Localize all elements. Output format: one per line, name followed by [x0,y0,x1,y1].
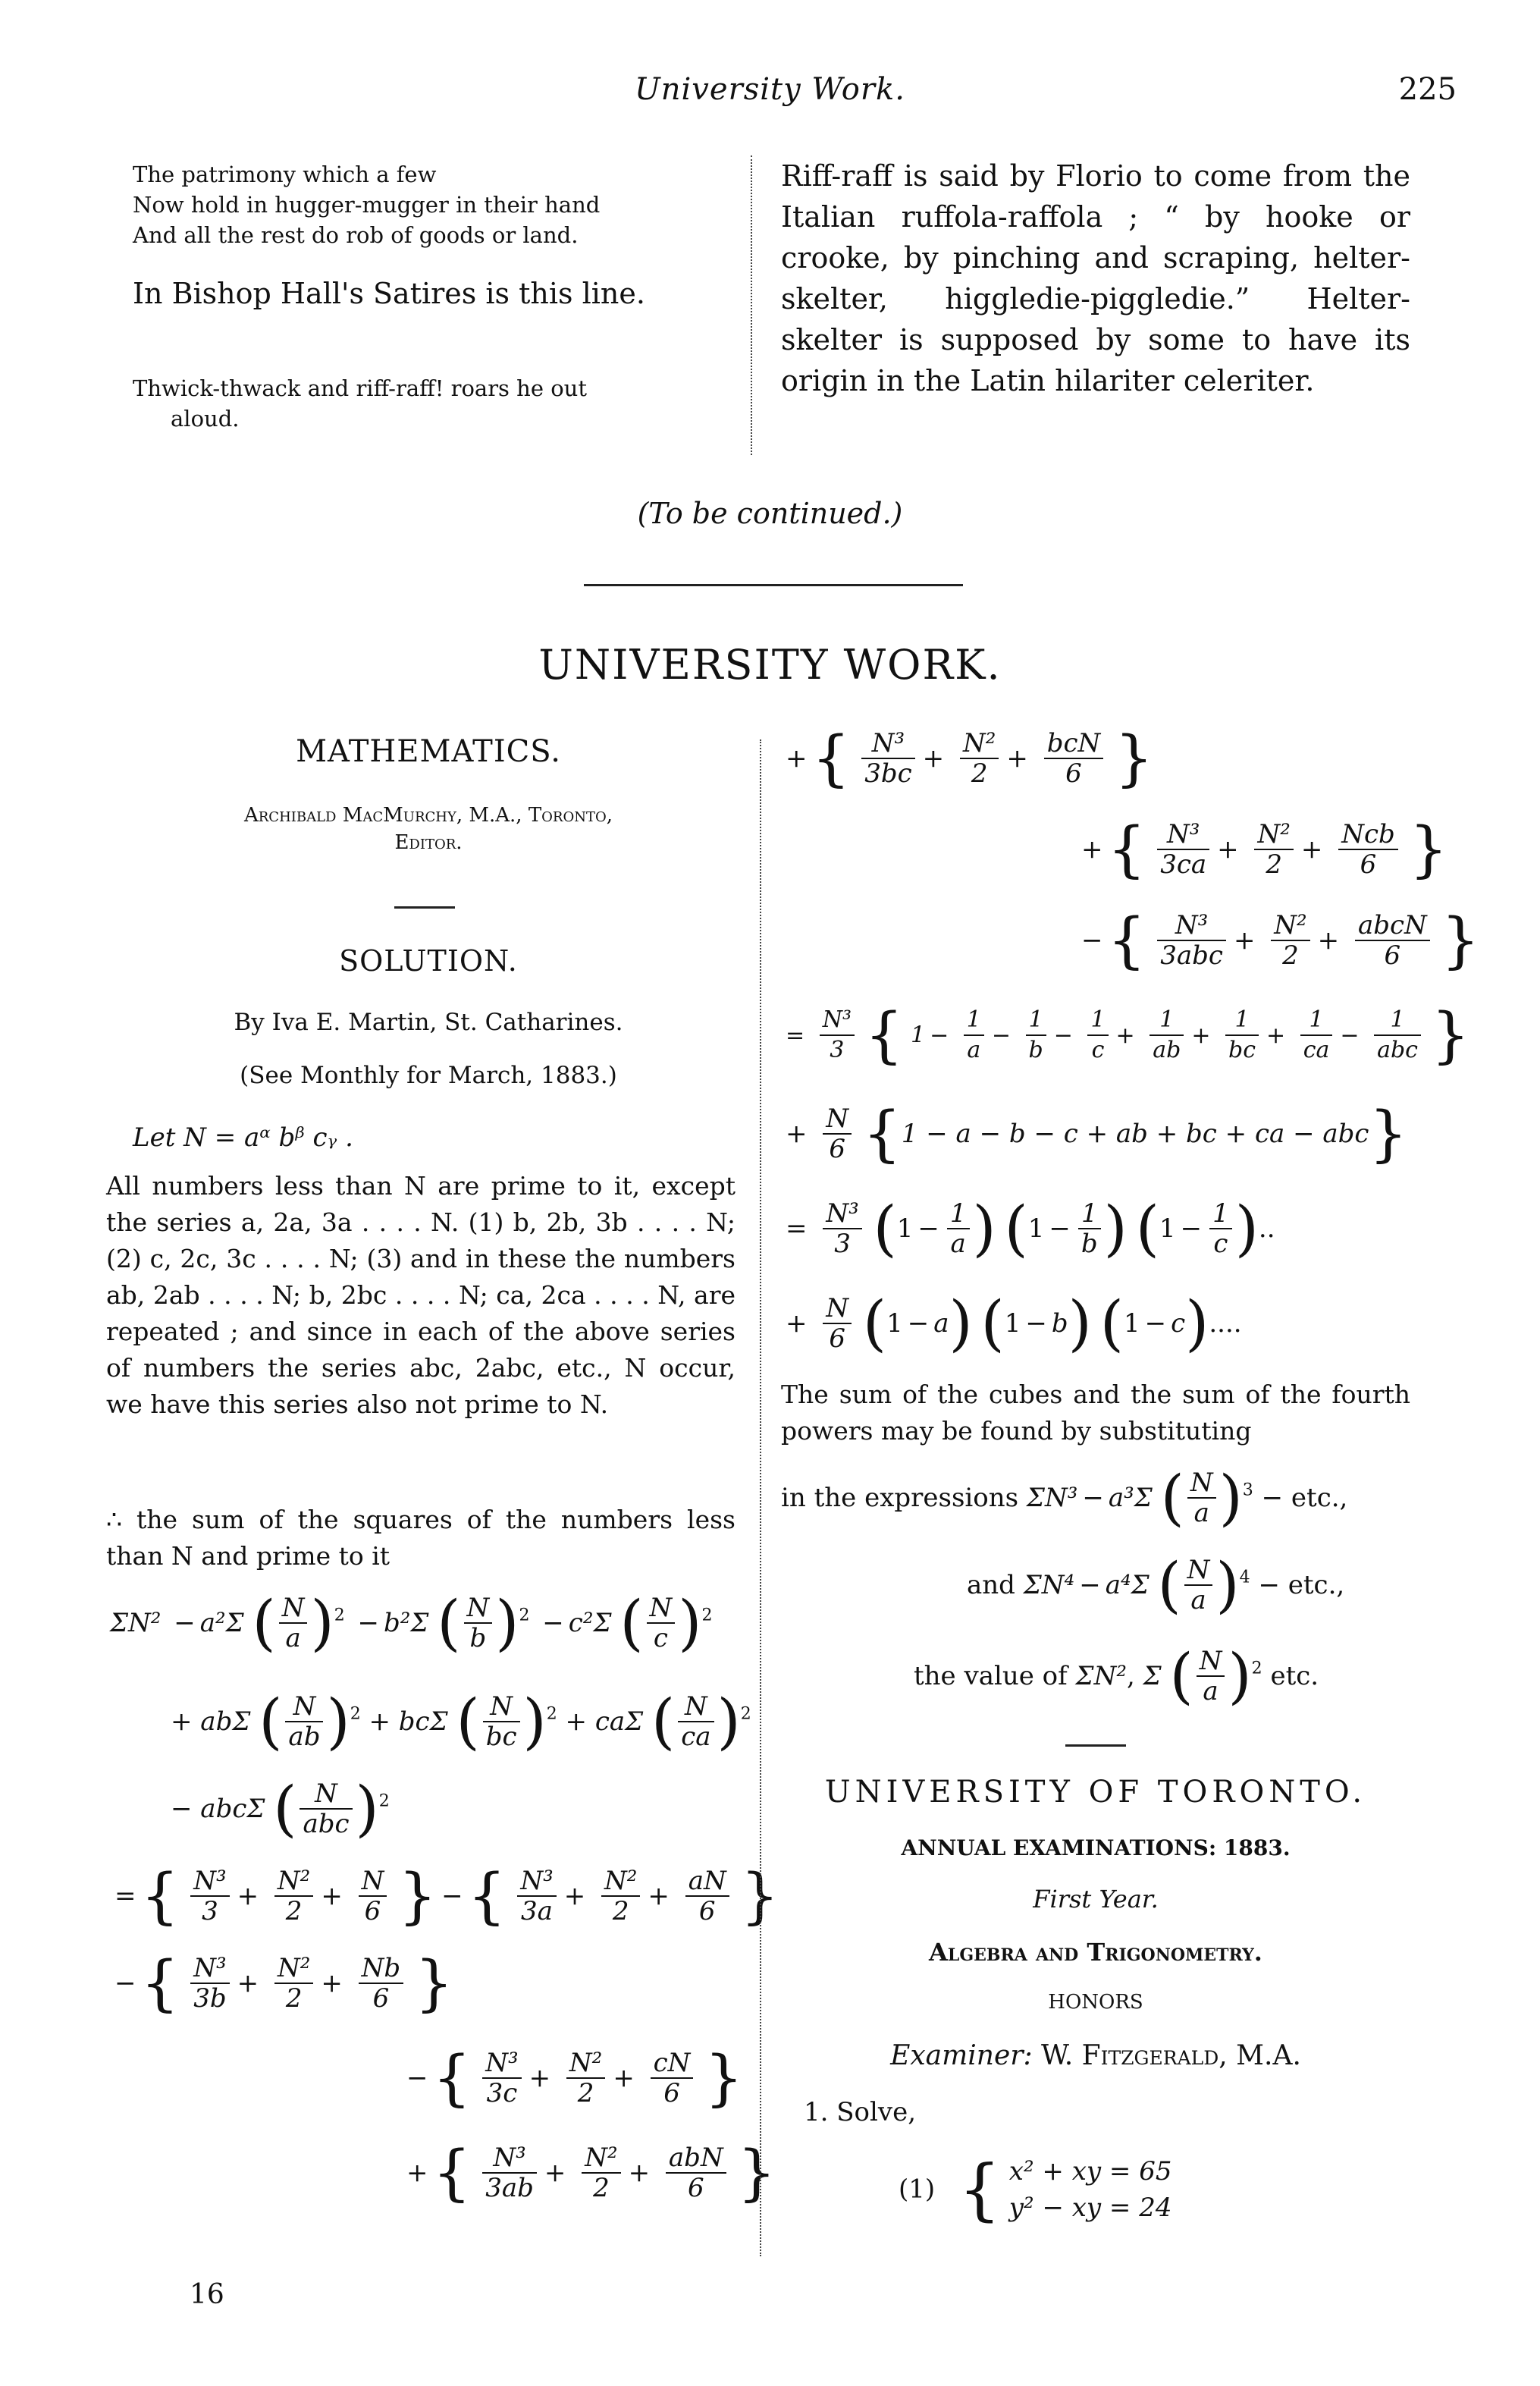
term: b² [384,1608,411,1638]
to-be-continued: (To be continued.) [637,497,903,530]
equation: y² − xy = 24 [1008,2192,1172,2223]
sigma-symbol: Σ [625,1706,644,1737]
label: the value of [914,1661,1068,1691]
sigma-symbol: Σ [232,1706,251,1737]
fraction: $\frac{N}{a}$ [1187,1468,1216,1527]
poem-line: Now hold in hugger-mugger in their hand [133,192,601,218]
fraction: $\frac{\text{N³}}{3ab}$ [482,2143,537,2202]
poem-quote [133,373,739,434]
fraction: $\frac{\text{N³}}{3b}$ [190,1954,229,2013]
term: 1 [910,1022,926,1049]
system-of-equations: (1) { x² + xy = 65 y² − xy = 24 [899,2150,1172,2228]
toronto-title: UNIVERSITY OF TORONTO. [824,1775,1367,1810]
term: a² [199,1608,226,1638]
question-1: 1. Solve, [804,2097,917,2127]
fraction: $\frac{1}{c}$ [1209,1199,1232,1258]
fraction: $\frac{1}{b}$ [1026,1006,1046,1065]
quote-line: Thwick-thwack and riff-raff! roars he out [133,375,588,401]
equation-sigma-3: − abcΣ ( $\frac{N}{\text{abc}}$ )$^2$ [171,1773,390,1844]
fraction: $\frac{\text{N²}}{2}$ [1254,820,1293,879]
section-title: UNIVERSITY WORK. [538,641,1002,689]
fraction: $\frac{N}{b}$ [464,1593,493,1653]
equation-right-4: = $\frac{\text{N³}}{3}$ { 1 − $\frac{1}{a}$ − $\frac{1}{b}$ − $\frac{1}{c}$ + $\frac{1}{ab}$ + $\frac{1}{bc}$ + $\frac{1}{ca}$ − $\frac{1}{\text{abc}}$ } [786,1000,1470,1070]
fraction: $\frac{\text{N²}}{2}$ [274,1866,313,1926]
running-head [0,72,1540,118]
term: c² [568,1608,594,1638]
expression-cubes: in the expressions ΣN³ − a³Σ ( $\frac{N}{a}$ )$^3$ − etc., [781,1462,1348,1533]
equation-right-6: = $\frac{\text{N³}}{3}$ (1 − $\frac{1}{a}$ ) (1 − $\frac{1}{b}$ ) (1 − $\frac{1}{c}$ ).. [786,1193,1275,1264]
coefficient: + bc [369,1706,430,1737]
let-line: Let N = aᵅ bᵝ cᵧ . [133,1122,353,1153]
honors: HONORS [1048,1991,1143,2014]
equation-braces-1: ={ $\frac{\text{N³}}{3}$ + $\frac{\text{N²}}{2}$ + $\frac{N}{6}$ } −{ $\frac{\text{N³}}{3a}$ + $\frac{\text{N²}}{2}$ + $\frac{aN}{6}$ } [114,1860,779,1931]
fraction: $\frac{\text{N²}}{2}$ [582,2143,620,2202]
fraction: $\frac{\text{N³}}{3bc}$ [861,729,914,788]
solution-heading: SOLUTION. [339,944,518,978]
fraction: $\frac{1}{ca}$ [1300,1006,1333,1065]
equation-number: (1) [899,2174,936,2205]
equation-right-5: + $\frac{N}{6}$ {1 − a − b − c + ab + bc + ca − abc} [786,1098,1408,1169]
sigma-symbol: Σ [593,1608,612,1638]
fraction: $\frac{1}{c}$ [1087,1006,1108,1065]
term: N² [128,1608,162,1638]
cubes-paragraph: The sum of the cubes and the sum of the fourth powers may be found by substituting [781,1380,1410,1446]
fraction: $\frac{\text{N³}}{3}$ [820,1006,855,1065]
sigma-symbol: Σ [110,1608,129,1638]
sigma-symbol: Σ [246,1794,265,1824]
sigma-symbol: Σ [410,1608,429,1638]
fraction: $\frac{\text{N³}}{3}$ [190,1866,229,1926]
poem-line: And all the rest do rob of goods or land. [133,222,579,248]
paragraph-sum-squares: ∴ the sum of the squares of the numbers less than N and prime to it [106,1505,735,1571]
page-number: 225 [1398,72,1457,107]
fraction: $\frac{N}{c}$ [647,1593,676,1653]
fraction: $\frac{1}{a}$ [947,1199,970,1258]
fraction: $\frac{N}{a}$ [279,1593,308,1653]
equation: x² + xy = 65 [1008,2155,1172,2187]
sigma-symbol: Σ [225,1608,244,1638]
equation-right-2: +{ $\frac{\text{N³}}{3ca}$ + $\frac{\text{N²}}{2}$ + $\frac{\text{Ncb}}{6}$ } [1081,814,1448,884]
fraction: $\frac{\text{abN}}{6}$ [666,2143,726,2202]
toronto-rule [1065,1744,1126,1747]
sigma-symbol: Σ [429,1706,448,1737]
examiner-label: Examiner: [890,2040,1033,2071]
examiner-name: W. Fitzgerald, M.A. [1041,2040,1301,2071]
equation-right-1: +{ $\frac{\text{N³}}{3bc}$ + $\frac{\text{N²}}{2}$ + $\frac{\text{bcN}}{6}$ } [786,723,1153,793]
fraction: $\frac{N}{6}$ [823,1104,852,1163]
equation-right-3: −{ $\frac{\text{N³}}{\text{3abc}}$ + $\frac{\text{N²}}{2}$ + $\frac{\text{abcN}}{6}$ } [1081,905,1480,975]
fraction: $\frac{\text{N²}}{2}$ [601,1866,640,1926]
riffraff-paragraph: Riff-raff is said by Florio to come from the Italian ruffola-raffola ; “ by hooke or crooke, by pinching and scraping, helter-skelter, higgledie-piggledie.” Helter-skelter is supposed by some to have its origin in the Latin hilariter celeriter. [781,159,1410,397]
equation-braces-3: −{ $\frac{\text{N³}}{3c}$ + $\frac{\text{N²}}{2}$ + $\frac{cN}{6}$ } [406,2042,744,2113]
fraction: $\frac{N}{a}$ [1184,1556,1213,1615]
fraction: $\frac{N}{a}$ [1197,1647,1225,1706]
label: in the expressions [781,1483,1019,1513]
fraction: $\frac{\text{N³}}{3a}$ [517,1866,556,1926]
fraction: $\frac{\text{abcN}}{6}$ [1355,911,1430,970]
fraction: $\frac{N}{ca}$ [678,1692,714,1751]
fraction: $\frac{1}{\text{abc}}$ [1374,1006,1421,1065]
column-rule-top [751,155,752,455]
fraction: $\frac{\text{N³}}{3c}$ [482,2049,521,2108]
editor-title: Editor. [394,831,463,854]
fraction: $\frac{\text{N²}}{2}$ [1271,911,1309,970]
annual-examinations: ANNUAL EXAMINATIONS: 1883. [901,1835,1291,1860]
fraction: $\frac{N}{6}$ [823,1294,852,1353]
equation-sigma-1: ΣN² − a²Σ ( $\frac{N}{a}$ )$^2$ − b²Σ ( $\frac{N}{b}$ )$^2$ − c²Σ ( $\frac{N}{c}$ )$^2$ [110,1587,713,1658]
fraction: $\frac{\text{N²}}{2}$ [566,2049,605,2108]
fraction: $\frac{\text{N³}}{\text{3abc}}$ [1157,911,1226,970]
equation-braces-2: −{ $\frac{\text{N³}}{3b}$ + $\frac{\text{N²}}{2}$ + $\frac{Nb}{6}$ } [114,1948,453,2018]
expression-fourth-powers: and ΣN⁴ − a⁴Σ ( $\frac{N}{a}$ )$^4$ − etc., [967,1549,1345,1620]
fraction: $\frac{1}{ab}$ [1150,1006,1184,1065]
paragraph-not-prime: All numbers less than N are prime to it, except the series a, 2a, 3a . . . . N. (1) b, 2b, 3b . . . . N; (2) c, 2c, 3c . . . . N; (3) and in these the numbers ab, 2ab . . . . N; b, 2bc . . . . N; ca, 2ca . . . . N, are repeated ; and since in each of the above series of numbers the series abc, 2abc, etc., N occur, we have this series also not prime to N. [106,1171,735,1419]
label: and [967,1570,1015,1600]
poem-line: The patrimony which a few [133,162,437,187]
poem-lines [133,159,739,250]
fraction: $\frac{\text{Ncb}}{6}$ [1338,820,1398,879]
fraction: $\frac{\text{N²}}{2}$ [960,729,999,788]
examiner-line [773,2040,1418,2071]
fraction: $\frac{cN}{6}$ [651,2049,694,2108]
running-title: University Work. [635,72,905,107]
fraction: $\frac{\text{N³}}{3ca}$ [1157,820,1209,879]
editor-line: Archibald MacMurchy, M.A., Toronto, [243,804,613,827]
solution-author: By Iva E. Martin, St. Catharines. [234,1009,623,1036]
quote-line: aloud. [171,406,240,432]
editor-rule [394,906,455,909]
equation-sigma-2: + abΣ ( $\frac{N}{ab}$ )$^2$ + bcΣ ( $\frac{N}{bc}$ )$^2$ + caΣ ( $\frac{N}{ca}$ )$^2$ [171,1686,751,1757]
fraction: $\frac{1}{bc}$ [1225,1006,1259,1065]
see-note: (See Monthly for March, 1883.) [240,1062,617,1089]
fraction: $\frac{N}{6}$ [359,1866,387,1926]
subject: Algebra and Trigonometry. [929,1938,1262,1967]
coefficient: + ca [565,1706,626,1737]
section-divider [584,584,963,586]
footer-signature: 16 [190,2279,224,2310]
fraction: $\frac{aN}{6}$ [685,1866,729,1926]
fraction: $\frac{1}{a}$ [964,1006,984,1065]
fraction: $\frac{\text{N²}}{2}$ [274,1954,313,2013]
coefficient: + ab [171,1706,233,1737]
equation-right-7: + $\frac{N}{6}$ (1 − a) (1 − b) (1 − c).... [786,1288,1242,1358]
poem-intro: In Bishop Hall's Satires is this line. [133,277,645,310]
fraction: $\frac{N}{\text{abc}}$ [300,1779,352,1838]
coefficient: − abc [171,1794,247,1824]
mathematics-heading: MATHEMATICS. [296,734,561,769]
first-year: First Year. [1033,1885,1159,1914]
expression-values: the value of ΣN², Σ ( $\frac{N}{a}$ )$^2$ etc. [914,1640,1319,1711]
column-rule-bottom [760,739,761,2256]
polynomial: 1 − a − b − c + ab + bc + ca − abc [901,1119,1369,1149]
fraction: $\frac{\text{N³}}{3}$ [823,1199,861,1258]
equation-braces-4: +{ $\frac{\text{N³}}{3ab}$ + $\frac{\text{N²}}{2}$ + $\frac{\text{abN}}{6}$ } [406,2137,776,2208]
fraction: $\frac{1}{b}$ [1078,1199,1101,1258]
fraction: $\frac{N}{ab}$ [285,1692,323,1751]
fraction: $\frac{N}{bc}$ [483,1692,520,1751]
fraction: $\frac{\text{bcN}}{6}$ [1044,729,1104,788]
fraction: $\frac{Nb}{6}$ [359,1954,404,2013]
